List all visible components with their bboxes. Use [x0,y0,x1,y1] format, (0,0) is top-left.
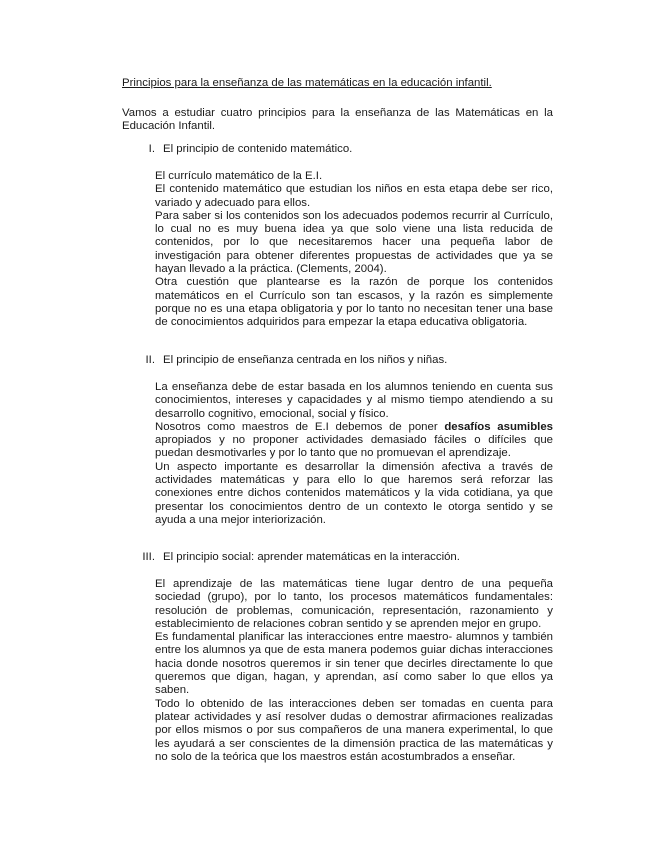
paragraph-text: Nosotros como maestros de E.I debemos de poner [155,420,445,433]
section-number-2: II. [145,354,155,366]
paragraph: El currículo matemático de la E.I. [155,170,323,182]
paragraph: Un aspecto importante es desarrollar la dimensión afectiva a través de actividades matemáticas y para ello lo que haremos será reforzar las conexiones entre dichos contenidos matemáticos y la vida cotidiana, ya que presentar los conocimientos dentro de un contexto le otorga sentido y se ayuda a una mejor interiorización. [155,460,553,526]
paragraph: La enseñanza debe de estar basada en los alumnos teniendo en cuenta sus conocimientos, intereses y capacidades y al mismo tiempo atendiendo a su desarrollo cognitivo, emocional, social y físico. [155,381,553,420]
paragraph: Es fundamental planificar las interacciones entre maestro- alumnos y también entre los alumnos ya que de esta manera podemos guiar dichas interacciones hacia donde nosotros queremos ir sin tener que decirles directamente lo que queremos que digan, hagan, y aprendan, así como saber lo que ellos ya saben. [155,631,553,697]
paragraph-text: apropiados y no proponer actividades demasiado fáciles o difíciles que puedan desmotivarles y por lo tanto que no promuevan el aprendizaje. [155,434,553,460]
section-title-2: El principio de enseñanza centrada en los niños y niñas. [163,354,448,366]
section-body-1 [155,170,553,330]
section-title-3: El principio social: aprender matemáticas en la interacción. [163,551,460,563]
section-number-1: I. [148,143,155,155]
section-body-3 [155,578,553,764]
paragraph: Todo lo obtenido de las interacciones deben ser tomadas en cuenta para platear actividades y así resolver dudas o demostrar afirmaciones realizadas por ellos mismos o por sus compañeros de una manera experimental, lo que les ayudará a ser conscientes de la dimensión practica de las matemáticas y no solo de la teórica que los maestros están acostumbrados a enseñar. [155,697,553,763]
paragraph: El contenido matemático que estudian los niños en esta etapa debe ser rico, variado y adecuado para ellos. [155,183,553,209]
section-number-3: III. [142,551,155,563]
paragraph: Para saber si los contenidos son los adecuados podemos recurrir al Currículo, lo cual no es muy buena idea ya que solo viene una lista reducida de contenidos, por lo que necesitaremos hacer una pequeña labor de investigación para obtener diferentes propuestas de actividades que ya se hayan llevado a la práctica. (Clements, 2004). [155,209,553,276]
intro-paragraph: Vamos a estudiar cuatro principios para la enseñanza de las Matemáticas en la Educación Infantil. [122,107,553,133]
section-heading-2 [135,354,555,367]
section-body-2 [155,381,553,527]
section-title-1: El principio de contenido matemático. [163,143,353,155]
section-heading-3 [135,551,555,564]
document-title: Principios para la enseñanza de las matemáticas en la educación infantil. [122,77,492,89]
paragraph: El aprendizaje de las matemáticas tiene lugar dentro de una pequeña sociedad (grupo), por lo tanto, los procesos matemáticos fundamentales: resolución de problemas, comunicación, representación, razonamiento y establecimiento de relaciones cobran sentido y se aprenden mejor en grupo. [155,578,553,630]
emphasis-text: desafíos asumibles [444,420,553,433]
section-heading-1 [135,143,555,156]
paragraph-with-emphasis [155,421,553,461]
paragraph: Otra cuestión que plantearse es la razón de porque los contenidos matemáticos en el Currículo son tan escasos, y la razón es simplemente porque no es una etapa obligatoria y por lo tanto no necesitan tener una base de conocimientos adquiridos para empezar la etapa educativa obligatoria. [155,276,553,329]
